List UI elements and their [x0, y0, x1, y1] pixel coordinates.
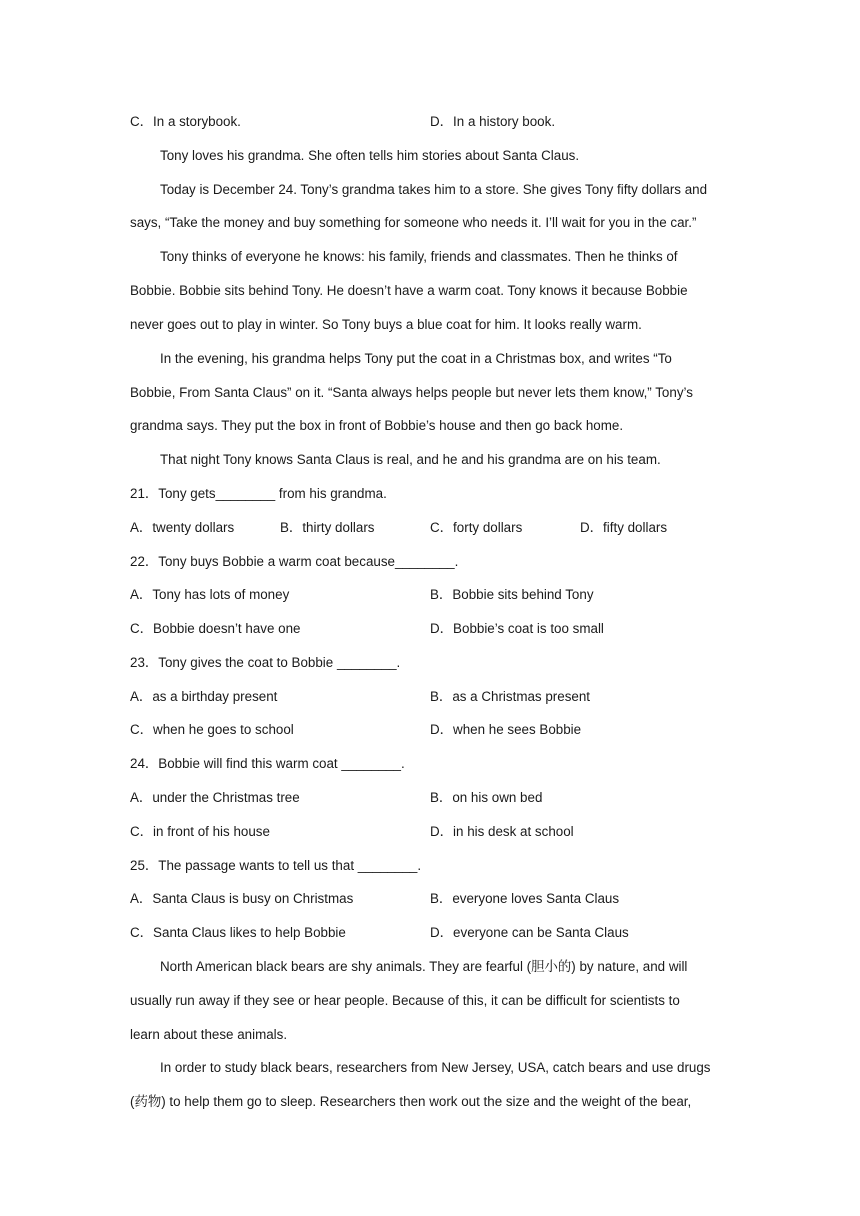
- option-d: D．In a history book.: [430, 114, 556, 129]
- options-row: [130, 518, 730, 538]
- option-b: B．as a Christmas present: [430, 689, 591, 704]
- option-a: A．as a birthday present: [130, 689, 278, 704]
- option-c: C．forty dollars: [430, 520, 523, 535]
- question-21: 21．Tony gets________ from his grandma.: [130, 486, 387, 501]
- option-d: D．Bobbie’s coat is too small: [430, 621, 604, 636]
- story-paragraph: Tony loves his grandma. She often tells him stories about Santa Claus.: [160, 148, 580, 163]
- option-d: D．everyone can be Santa Claus: [430, 925, 629, 940]
- story-paragraph: Tony thinks of everyone he knows: his family, friends and classmates. Then he thinks of: [160, 249, 678, 264]
- passage-paragraph: In order to study black bears, researchers from New Jersey, USA, catch bears and use drugs: [160, 1060, 711, 1075]
- option-a: A．under the Christmas tree: [130, 790, 300, 805]
- question-22: 22．Tony buys Bobbie a warm coat because________.: [130, 554, 459, 569]
- option-d: D．in his desk at school: [430, 824, 574, 839]
- options-row: [130, 585, 730, 605]
- option-c: C．when he goes to school: [130, 722, 294, 737]
- options-row: [130, 720, 730, 740]
- question-25: 25．The passage wants to tell us that ________.: [130, 858, 422, 873]
- question-24: 24．Bobbie will find this warm coat ________.: [130, 756, 405, 771]
- option-b: B．everyone loves Santa Claus: [430, 891, 620, 906]
- story-paragraph: In the evening, his grandma helps Tony put the coat in a Christmas box, and writes “To: [160, 351, 672, 366]
- story-paragraph: That night Tony knows Santa Claus is real, and he and his grandma are on his team.: [160, 452, 661, 467]
- story-line: says, “Take the money and buy something for someone who needs it. I’ll wait for you in the car.”: [130, 215, 697, 230]
- option-b: B．thirty dollars: [280, 520, 375, 535]
- options-row: [130, 889, 730, 909]
- story-line: Bobbie. Bobbie sits behind Tony. He doesn’t have a warm coat. Tony knows it because Bobbie: [130, 283, 688, 298]
- options-row: [130, 687, 730, 707]
- option-b: B．on his own bed: [430, 790, 543, 805]
- option-a: A．Tony has lots of money: [130, 587, 290, 602]
- passage-line: learn about these animals.: [130, 1027, 288, 1042]
- option-c: C．In a storybook.: [130, 114, 241, 129]
- story-paragraph: Today is December 24. Tony’s grandma takes him to a store. She gives Tony fifty dollars and: [160, 182, 708, 197]
- option-c: C．in front of his house: [130, 824, 270, 839]
- options-row: [130, 822, 730, 842]
- option-b: B．Bobbie sits behind Tony: [430, 587, 594, 602]
- option-a: A．twenty dollars: [130, 520, 235, 535]
- question-23: 23．Tony gives the coat to Bobbie ________.: [130, 655, 401, 670]
- options-row: [130, 788, 730, 808]
- option-a: A．Santa Claus is busy on Christmas: [130, 891, 354, 906]
- option-c: C．Santa Claus likes to help Bobbie: [130, 925, 346, 940]
- story-line: never goes out to play in winter. So Tony buys a blue coat for him. It looks really warm.: [130, 317, 642, 332]
- options-row: [130, 619, 730, 639]
- option-d: D．fifty dollars: [580, 520, 668, 535]
- story-line: Bobbie, From Santa Claus” on it. “Santa always helps people but never lets them know,” Tony’s: [130, 385, 693, 400]
- option-d: D．when he sees Bobbie: [430, 722, 582, 737]
- passage-line: (药物) to help them go to sleep. Researchers then work out the size and the weight of the bear,: [130, 1094, 692, 1109]
- passage-line: usually run away if they see or hear people. Because of this, it can be difficult for scientists to: [130, 993, 680, 1008]
- passage-paragraph: North American black bears are shy animals. They are fearful (胆小的) by nature, and will: [160, 959, 688, 974]
- options-row: [130, 923, 730, 943]
- option-c: C．Bobbie doesn’t have one: [130, 621, 301, 636]
- story-line: grandma says. They put the box in front of Bobbie’s house and then go back home.: [130, 418, 624, 433]
- options-row-prev-question: [130, 112, 730, 132]
